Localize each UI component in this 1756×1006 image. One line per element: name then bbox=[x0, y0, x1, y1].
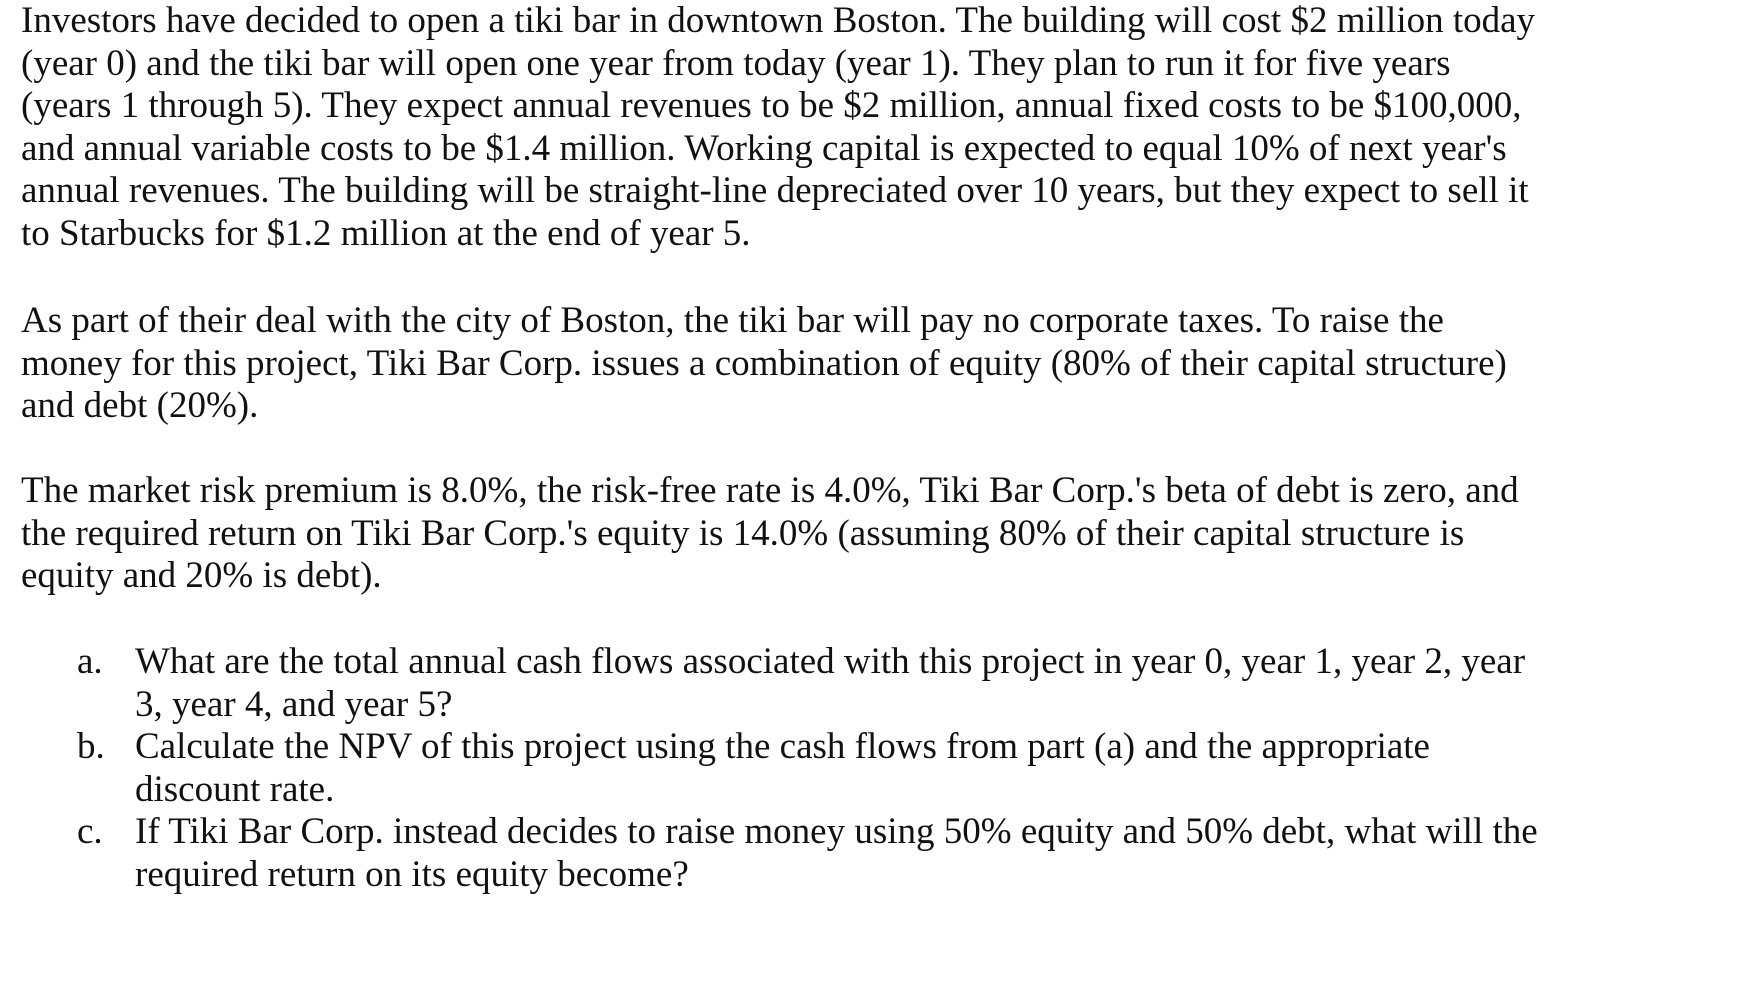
question-marker-a: a. bbox=[77, 641, 103, 682]
question-item-c bbox=[21, 811, 1541, 896]
question-marker-b: b. bbox=[77, 726, 105, 768]
question-item-b bbox=[21, 726, 1541, 811]
question-text-c: If Tiki Bar Corp. instead decides to raise money using 50% equity and 50% debt, what will the required return on its equity become? bbox=[135, 811, 1538, 895]
question-list bbox=[21, 641, 1541, 897]
question-item-a bbox=[21, 641, 1541, 726]
question-text-a: What are the total annual cash flows associated with this project in year 0, year 1, year 2, year 3, year 4, and year 5? bbox=[135, 641, 1526, 725]
problem-paragraph-setup: Investors have decided to open a tiki bar in downtown Boston. The building will cost $2 million today (year 0) and the tiki bar will open one year from today (year 1). They plan to run it for five years (years 1 through 5). They expect annual revenues to be $2 million, annual fixed costs to be $100,000, and annual variable costs to be $1.4 million. Working capital is expected to equal 10% of next year's annual revenues. The building will be straight-line depreciated over 10 years, but they expect to sell it to Starbucks for $1.2 million at the end of year 5. bbox=[21, 0, 1536, 254]
problem-paragraph-financing: As part of their deal with the city of Boston, the tiki bar will pay no corporate taxes. To raise the money for this project, Tiki Bar Corp. issues a combination of equity (80% of their capital structure) and debt (20%). bbox=[21, 300, 1507, 427]
problem-paragraph-market-data: The market risk premium is 8.0%, the risk-free rate is 4.0%, Tiki Bar Corp.'s beta of debt is zero, and the required return on Tiki Bar Corp.'s equity is 14.0% (assuming 80% of their capital structure is equity and 20% is debt). bbox=[21, 470, 1519, 597]
question-marker-c: c. bbox=[77, 811, 103, 853]
question-text-b: Calculate the NPV of this project using the cash flows from part (a) and the appropriate discount rate. bbox=[135, 726, 1430, 810]
